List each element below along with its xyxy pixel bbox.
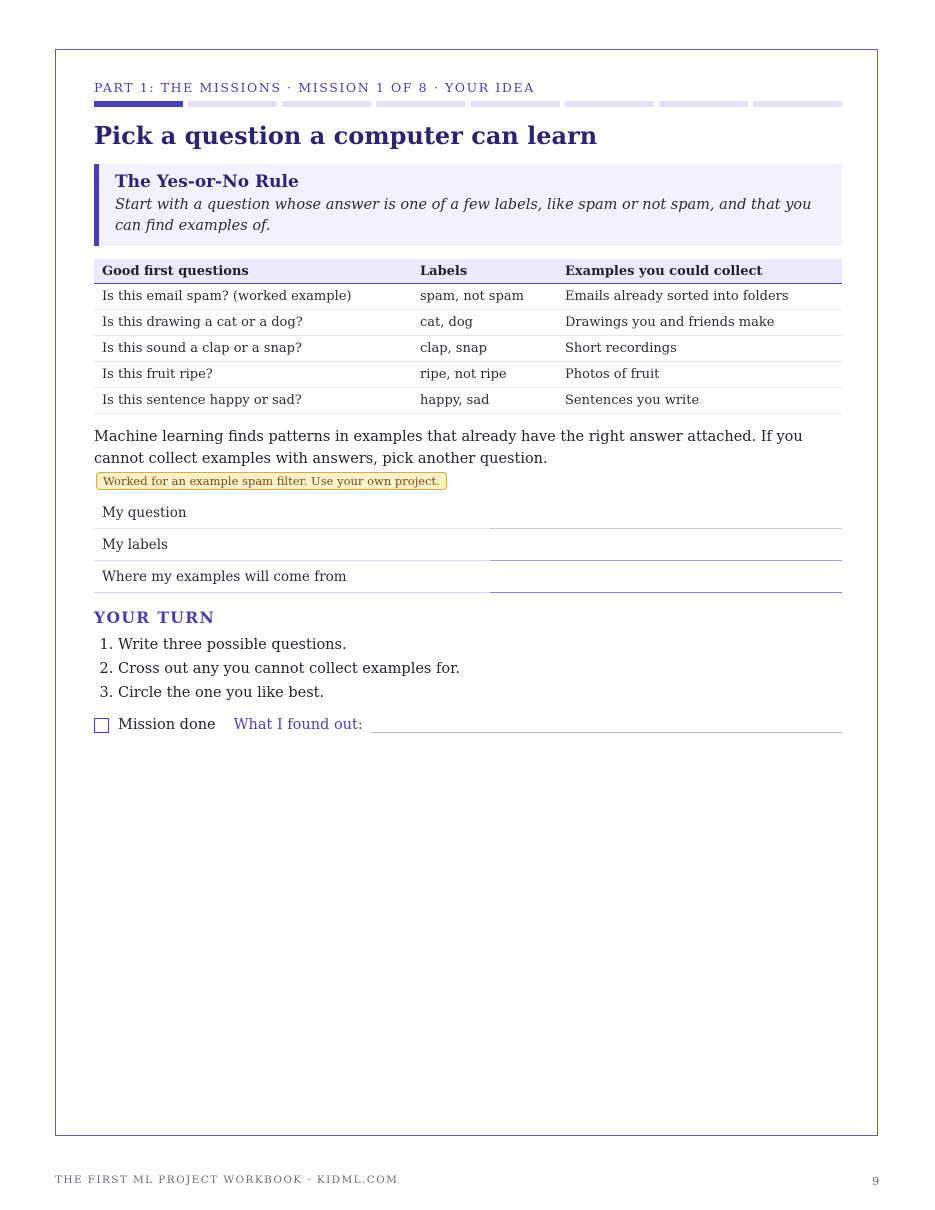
- table-row: [94, 362, 842, 388]
- field-label: My question: [94, 497, 490, 529]
- found-out-label: What I found out:: [233, 717, 363, 733]
- explanation-paragraph: [94, 426, 842, 492]
- question-cell: Is this fruit ripe?: [94, 362, 412, 388]
- progress-segment: [376, 101, 465, 107]
- labels-cell: cat, dog: [412, 310, 557, 336]
- column-header: Good first questions: [94, 259, 412, 284]
- callout-body: Start with a question whose answer is one of a few labels, like spam or not spam, and that you can find examples of.: [115, 197, 812, 234]
- progress-segment: [94, 101, 183, 107]
- field-label: My labels: [94, 529, 490, 561]
- progress-segment: [282, 101, 371, 107]
- field-row-question: [94, 497, 842, 529]
- worked-example-note: Worked for an example spam filter. Use your own project.: [96, 472, 447, 490]
- question-cell: Is this sentence happy or sad?: [94, 388, 412, 414]
- page-title: Pick a question a computer can learn: [94, 121, 598, 150]
- progress-segment: [471, 101, 560, 107]
- table-row: [94, 284, 842, 310]
- field-row-labels: [94, 529, 842, 561]
- examples-cell: Emails already sorted into folders: [557, 284, 842, 310]
- table-row: [94, 336, 842, 362]
- page-frame: [55, 49, 878, 1136]
- mission-done-label: Mission done: [118, 717, 216, 733]
- page-number: 9: [872, 1174, 880, 1188]
- column-header: Examples you could collect: [557, 259, 842, 284]
- progress-segment: [565, 101, 654, 107]
- found-out-write-line[interactable]: [371, 718, 842, 733]
- field-label: Where my examples will come from: [94, 561, 490, 593]
- page-content: [94, 80, 842, 737]
- progress-segment: [659, 101, 748, 107]
- examples-cell: Photos of fruit: [557, 362, 842, 388]
- question-cell: Is this sound a clap or a snap?: [94, 336, 412, 362]
- section-kicker: PART 1: THE MISSIONS · MISSION 1 OF 8 · YOUR IDEA: [94, 80, 535, 95]
- callout-title: The Yes-or-No Rule: [115, 172, 299, 192]
- your-turn-steps: [94, 633, 842, 705]
- list-item: 3. Circle the one you like best.: [118, 681, 842, 705]
- labels-cell: clap, snap: [412, 336, 557, 362]
- mission-done-row: [94, 713, 842, 737]
- examples-cell: Sentences you write: [557, 388, 842, 414]
- answer-fields: [94, 497, 842, 593]
- explanation-text: Machine learning finds patterns in examples that already have the right answer attached. If you cannot collect examples with answers, pick another question.: [94, 429, 803, 467]
- progress-segment: [188, 101, 277, 107]
- mission-done-checkbox[interactable]: [94, 718, 109, 733]
- questions-table: [94, 259, 842, 414]
- your-turn-heading: YOUR TURN: [94, 608, 216, 627]
- rule-callout: [94, 164, 842, 246]
- mission-progress-bar: [94, 101, 842, 107]
- question-cell: Is this email spam? (worked example): [94, 284, 412, 310]
- labels-cell: spam, not spam: [412, 284, 557, 310]
- column-header: Labels: [412, 259, 557, 284]
- examples-cell: Short recordings: [557, 336, 842, 362]
- question-cell: Is this drawing a cat or a dog?: [94, 310, 412, 336]
- list-item: 2. Cross out any you cannot collect examples for.: [118, 657, 842, 681]
- labels-cell: happy, sad: [412, 388, 557, 414]
- source-write-line[interactable]: [490, 561, 842, 593]
- list-item: 1. Write three possible questions.: [118, 633, 842, 657]
- labels-cell: ripe, not ripe: [412, 362, 557, 388]
- field-row-source: [94, 561, 842, 593]
- footer-title: THE FIRST ML PROJECT WORKBOOK · KIDML.COM: [55, 1174, 399, 1186]
- progress-segment: [753, 101, 842, 107]
- table-header-row: [94, 259, 842, 284]
- table-row: [94, 310, 842, 336]
- question-write-line[interactable]: [490, 497, 842, 529]
- examples-cell: Drawings you and friends make: [557, 310, 842, 336]
- labels-write-line[interactable]: [490, 529, 842, 561]
- table-row: [94, 388, 842, 414]
